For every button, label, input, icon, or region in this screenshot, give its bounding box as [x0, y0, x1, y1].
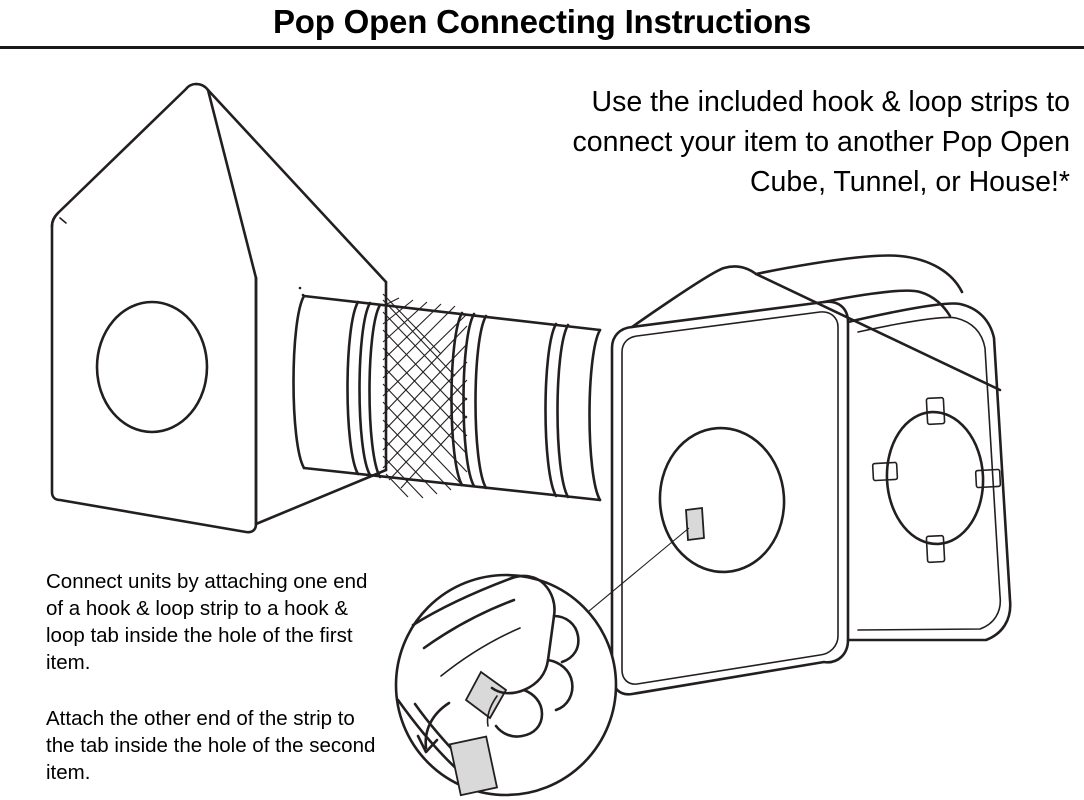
pop-open-cube — [612, 256, 1010, 695]
lead-instruction-text: Use the included hook & loop strips to connect your item to another Pop Open Cube, Tunnel, or House!* — [572, 86, 1070, 198]
detail-magnifier — [396, 575, 616, 795]
pop-open-house — [52, 84, 386, 532]
page-title: Pop Open Connecting Instructions — [272, 3, 812, 40]
note-second-item: Attach the other end of the strip to the tab inside the hole of the second item. — [46, 707, 376, 784]
pop-open-tunnel — [294, 288, 601, 500]
note-first-item: Connect units by attaching one end of a hook & loop strip to a hook & loop tab inside the hole of the first item. — [46, 570, 368, 674]
hook-and-loop-tabs — [873, 398, 1001, 563]
tunnel-mesh — [383, 294, 467, 498]
